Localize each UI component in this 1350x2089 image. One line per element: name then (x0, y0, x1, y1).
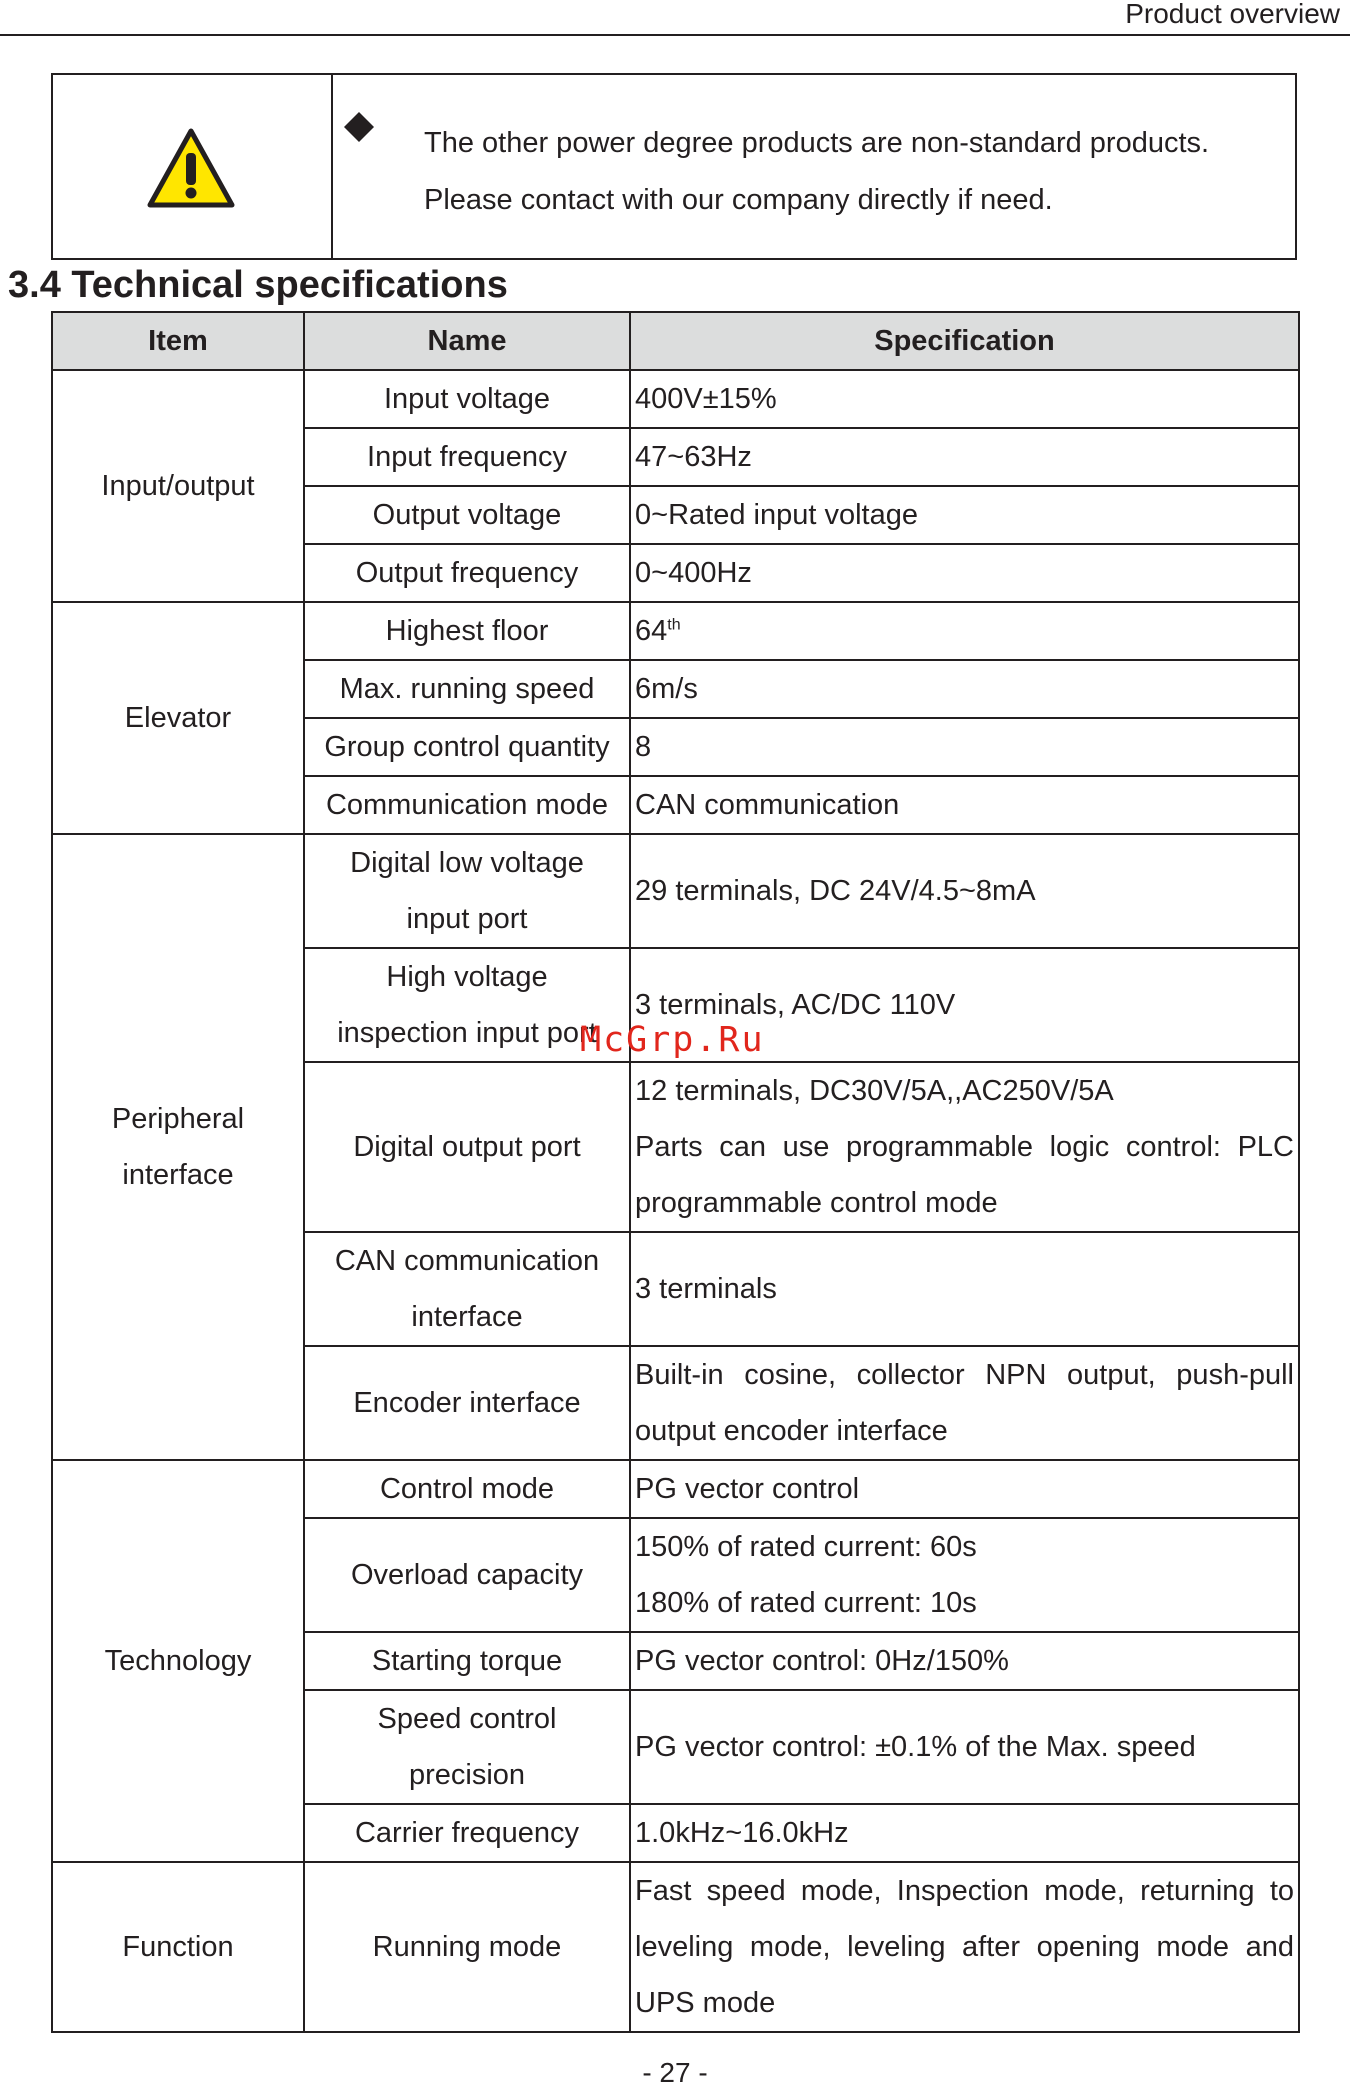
name-cell (304, 660, 630, 718)
warning-icon (146, 127, 236, 209)
cell-text: Carrier frequency (354, 1817, 580, 1849)
note-line-2: Please contact with our company directly if need. (424, 184, 1053, 216)
header-section-label: Product overview (1125, 0, 1340, 29)
specification-cell (630, 370, 1299, 428)
note-line-1: The other power degree products are non-standard products. (424, 127, 1210, 159)
table-row (52, 834, 1299, 948)
cell-text: Starting torque (371, 1645, 563, 1677)
cell-text: 8 (635, 731, 652, 763)
name-cell (304, 486, 630, 544)
table-header-row (52, 312, 1299, 370)
name-cell (304, 718, 630, 776)
name-cell (304, 1632, 630, 1690)
name-cell (304, 1346, 630, 1460)
name-cell (304, 428, 630, 486)
item-cell (52, 602, 304, 834)
technical-specifications-table (51, 311, 1300, 2033)
cell-text: Elevator (124, 702, 232, 734)
cell-text: High voltage (386, 961, 548, 993)
cell-text: inspection input port (337, 1017, 597, 1049)
cell-text: input port (406, 903, 528, 935)
name-cell (304, 1062, 630, 1232)
specification-cell (630, 1232, 1299, 1346)
cell-text: Digital low voltage (350, 847, 584, 879)
watermark: McGrp.Ru (580, 1020, 765, 1060)
cell-text: 180% of rated current: 10s (635, 1587, 977, 1619)
name-cell (304, 1232, 630, 1346)
cell-text: Digital output port (353, 1131, 581, 1163)
specification-cell (630, 428, 1299, 486)
cell-text: 3 terminals, AC/DC 110V (635, 989, 956, 1021)
cell-text: CAN communication (334, 1245, 600, 1277)
warning-note-box (51, 73, 1297, 260)
superscript-text: th (667, 616, 681, 634)
specification-cell (630, 602, 1299, 660)
specification-cell (630, 1518, 1299, 1632)
cell-text: precision (408, 1759, 526, 1791)
table-row (52, 1460, 1299, 1518)
table-row (52, 602, 1299, 660)
cell-text: Peripheral (111, 1103, 245, 1135)
cell-text: 29 terminals, DC 24V/4.5~8mA (635, 875, 1036, 907)
header-rule (0, 34, 1350, 36)
cell-text: 1.0kHz~16.0kHz (635, 1817, 849, 1849)
name-cell (304, 1862, 630, 2032)
item-cell (52, 370, 304, 602)
cell-text: interface (411, 1301, 523, 1333)
table-row (52, 370, 1299, 428)
name-cell (304, 834, 630, 948)
cell-text: 0~Rated input voltage (635, 499, 918, 531)
cell-text: CAN communication (635, 789, 900, 821)
cell-text: Function (122, 1931, 234, 1963)
header-item: Item (52, 312, 304, 370)
item-cell (52, 834, 304, 1460)
specification-cell (630, 1804, 1299, 1862)
cell-text: Encoder interface (353, 1387, 581, 1419)
specification-cell (630, 1346, 1299, 1460)
specification-cell (630, 834, 1299, 948)
name-cell (304, 602, 630, 660)
cell-text: Built-in cosine, collector NPN output, push-pull output encoder interface (635, 1359, 1294, 1447)
cell-text: 400V±15% (635, 383, 777, 415)
diamond-bullet-icon (343, 111, 375, 143)
specification-cell (630, 1690, 1299, 1804)
name-cell (304, 776, 630, 834)
page-number: - 27 - (642, 2057, 708, 2088)
specification-cell (630, 1460, 1299, 1518)
cell-text: Running mode (372, 1931, 562, 1963)
cell-text: Control mode (379, 1473, 555, 1505)
table-row (52, 1862, 1299, 2032)
specification-cell (630, 486, 1299, 544)
cell-text: Overload capacity (350, 1559, 584, 1591)
specification-cell (630, 1862, 1299, 2032)
cell-text: Speed control (377, 1703, 557, 1735)
specification-cell (630, 718, 1299, 776)
cell-text: interface (122, 1159, 234, 1191)
cell-text: 47~63Hz (635, 441, 752, 473)
item-cell (52, 1862, 304, 2032)
cell-text: Input/output (101, 470, 255, 502)
header-name: Name (304, 312, 630, 370)
cell-text: Communication mode (325, 789, 609, 821)
name-cell (304, 1460, 630, 1518)
cell-text: 6m/s (635, 673, 698, 705)
cell-text: Fast speed mode, Inspection mode, returning to leveling mode, leveling after opening mode and UPS mode (635, 1875, 1294, 2019)
name-cell (304, 1804, 630, 1862)
cell-text: Input voltage (383, 383, 551, 415)
specification-cell (630, 544, 1299, 602)
specification-cell (630, 1062, 1299, 1232)
specification-cell (630, 776, 1299, 834)
cell-text: PG vector control (635, 1473, 860, 1505)
cell-text: Technology (104, 1645, 252, 1677)
cell-text: Input frequency (367, 441, 567, 473)
cell-text: 3 terminals (635, 1273, 777, 1305)
name-cell (304, 370, 630, 428)
specification-cell (630, 660, 1299, 718)
note-divider (331, 75, 333, 258)
cell-text: Highest floor (385, 615, 549, 647)
name-cell (304, 1690, 630, 1804)
table-body (52, 370, 1299, 2032)
cell-text: PG vector control: ±0.1% of the Max. speed (635, 1731, 1196, 1763)
name-cell (304, 544, 630, 602)
cell-text: 150% of rated current: 60s (635, 1531, 977, 1563)
cell-text: 0~400Hz (635, 557, 752, 589)
name-cell (304, 1518, 630, 1632)
cell-text: Max. running speed (339, 673, 595, 705)
specification-cell (630, 1632, 1299, 1690)
cell-text: 64 (635, 615, 668, 647)
cell-text: Parts can use programmable logic control: PLC programmable control mode (635, 1131, 1294, 1219)
cell-text: Group control quantity (324, 731, 610, 763)
cell-text: Output voltage (372, 499, 562, 531)
cell-text: Output frequency (355, 557, 579, 589)
item-cell (52, 1460, 304, 1862)
cell-text: PG vector control: 0Hz/150% (635, 1645, 1009, 1677)
cell-text: 12 terminals, DC30V/5A,,AC250V/5A (635, 1075, 1114, 1107)
header-specification: Specification (630, 312, 1299, 370)
section-title: 3.4 Technical specifications (8, 264, 508, 306)
